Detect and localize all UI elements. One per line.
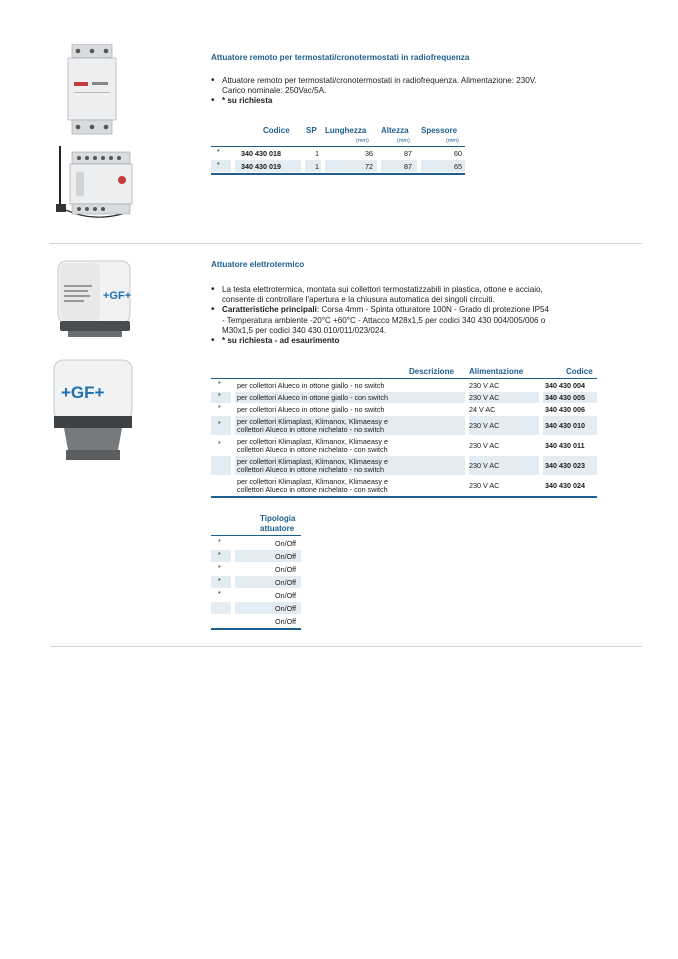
row-alimentazione: 230 V AC [469, 441, 500, 450]
table-row [211, 550, 301, 562]
table-row [211, 392, 597, 403]
section2-table [211, 365, 597, 500]
din-module-image [66, 44, 118, 136]
row-shade [211, 602, 231, 614]
actuator-side-image [52, 257, 136, 339]
unit-spessore: (mm) [446, 138, 459, 144]
section2-bullet2-line3: M30x1,5 per codici 340 430 010/011/023/024. [222, 325, 387, 335]
col-header-alimentazione: Alimentazione [469, 367, 524, 376]
table-rule [211, 535, 301, 536]
table-rule [211, 378, 597, 379]
section-divider [50, 243, 642, 244]
table-row [211, 436, 597, 455]
row-star: * [218, 591, 221, 598]
col-header-codice: Codice [566, 367, 593, 376]
section2-bullet3: * su richiesta - ad esaurimento [222, 336, 340, 346]
row-desc-line1: per collettori Alueco in ottone giallo - no switch [237, 405, 385, 414]
row-star: * [218, 441, 221, 448]
table-row [211, 563, 301, 575]
col-header-attuatore: attuatore [260, 524, 295, 533]
row-sp: 1 [315, 149, 319, 158]
col-header-altezza: Altezza [381, 126, 409, 135]
table-row [211, 456, 597, 475]
gf-logo: +GF+ [61, 383, 105, 402]
unit-altezza: (mm) [397, 138, 410, 144]
row-desc-line2: collettori Alueco in ottone nichelato - con switch [237, 485, 388, 494]
row-spessore: 60 [454, 149, 462, 158]
row-desc-line2: collettori Alueco in ottone nichelato - con switch [237, 445, 388, 454]
row-shade [211, 416, 231, 435]
row-codice: 340 430 004 [545, 381, 585, 390]
col-header-lunghezza: Lunghezza [325, 126, 367, 135]
row-tipologia: On/Off [275, 604, 297, 613]
caratteristiche-text: : Corsa 4mm - Spinta otturatore 100N - Grado di protezione IP54 [316, 305, 550, 315]
section2-bullet1-line2: consente di controllare l'apertura e la chiusura automatica dei singoli circuiti. [222, 295, 495, 305]
row-desc-line2: collettori Alueco in ottone nichelato - no switch [237, 465, 385, 474]
row-alimentazione: 24 V AC [469, 405, 496, 414]
col-header-descrizione: Descrizione [409, 367, 454, 376]
table-rule [211, 628, 301, 630]
row-star: * [218, 421, 221, 428]
table-row [211, 404, 597, 415]
row-desc-line1: per collettori Klimaplast, Klimanox, Klimaeasy e [237, 417, 388, 426]
row-alimentazione: 230 V AC [469, 381, 500, 390]
row-alimentazione: 230 V AC [469, 393, 500, 402]
section2-type-table [211, 514, 301, 634]
row-tipologia: On/Off [275, 539, 297, 548]
bullet-dot: • [211, 75, 215, 86]
row-alimentazione: 230 V AC [469, 461, 500, 470]
bullet-dot: • [211, 335, 215, 347]
col-header-sp: SP [306, 126, 317, 135]
row-star: * [218, 539, 221, 546]
row-tipologia: On/Off [275, 617, 297, 626]
section2-bullets [211, 285, 641, 346]
row-tipologia: On/Off [275, 591, 297, 600]
row-shade [211, 160, 231, 172]
row-codice: 340 430 019 [241, 162, 281, 171]
table-row [211, 160, 465, 172]
row-shade [211, 456, 231, 475]
section1-bullet1-line1: Attuatore remoto per termostati/cronotermostati in radiofrequenza. Alimentazione: 230V. [222, 76, 537, 85]
row-lunghezza: 72 [365, 162, 373, 171]
table-row [211, 602, 301, 614]
section-divider [50, 646, 642, 647]
unit-lunghezza: (mm) [356, 138, 369, 144]
row-star: * [218, 552, 221, 559]
row-codice: 340 430 023 [545, 461, 585, 470]
table-rule [211, 146, 465, 147]
row-codice: 340 430 018 [241, 149, 281, 158]
table-row [211, 380, 597, 391]
section2-bullet2-line2: - Temperatura ambiente -20°C +60°C - Attacco M28x1,5 per codici 340 430 004/005/006 o [222, 315, 546, 325]
bullet-dot: • [211, 95, 215, 107]
section1-title: Attuatore remoto per termostati/cronotermostati in radiofrequenza [211, 53, 470, 62]
antenna-module-image [52, 142, 136, 222]
table-row [211, 537, 301, 549]
row-altezza: 87 [404, 162, 412, 171]
col-header-codice: Codice [263, 126, 290, 135]
row-desc-line1: per collettori Alueco in ottone giallo - no switch [237, 381, 385, 390]
col-header-tipologia: Tipologia [260, 514, 296, 523]
row-star: * [217, 149, 220, 156]
section1-bullet2: * su richiesta [222, 96, 273, 106]
section2-bullet1-line1: La testa elettrotermica, montata sui collettori termostatizzabili in plastica, ottone e acciaio, [222, 285, 543, 294]
row-codice: 340 430 010 [545, 421, 585, 430]
table-row [211, 576, 301, 588]
row-shade [211, 576, 231, 588]
row-star: * [217, 162, 220, 169]
table-row [211, 589, 301, 601]
table-row [211, 476, 597, 495]
row-altezza: 87 [404, 149, 412, 158]
row-star: * [218, 578, 221, 585]
row-star: * [218, 405, 221, 412]
section1-bullet1-line2: Carico nominale: 250Vac/5A. [222, 86, 327, 96]
row-star: * [218, 381, 221, 388]
row-desc-line1: per collettori Klimaplast, Klimanox, Klimaeasy e [237, 457, 388, 466]
table-rule [211, 173, 465, 175]
col-header-spessore: Spessore [421, 126, 458, 135]
section1-table [211, 124, 465, 179]
bullet-dot: • [211, 284, 215, 295]
row-lunghezza: 36 [365, 149, 373, 158]
row-tipologia: On/Off [275, 552, 297, 561]
row-shade [211, 550, 231, 562]
section1-bullets [211, 76, 641, 107]
row-star: * [218, 565, 221, 572]
table-rule [211, 496, 597, 498]
row-codice: 340 430 005 [545, 393, 585, 402]
row-alimentazione: 230 V AC [469, 421, 500, 430]
row-spessore: 65 [454, 162, 462, 171]
row-codice: 340 430 006 [545, 405, 585, 414]
row-star: * [218, 393, 221, 400]
row-tipologia: On/Off [275, 578, 297, 587]
table-row [211, 148, 465, 159]
row-desc-line1: per collettori Klimaplast, Klimanox, Klimaeasy e [237, 477, 388, 486]
caratteristiche-label: Caratteristiche principali [222, 305, 317, 315]
gf-logo: +GF+ [103, 290, 132, 302]
row-codice: 340 430 011 [545, 441, 585, 450]
row-desc-line1: per collettori Alueco in ottone giallo - con switch [237, 393, 389, 402]
table-row [211, 416, 597, 435]
row-sp: 1 [315, 162, 319, 171]
row-desc-line2: collettori Alueco in ottone nichelato - no switch [237, 425, 385, 434]
row-desc-line1: per collettori Klimaplast, Klimanox, Klimaeasy e [237, 437, 388, 446]
table-row [211, 615, 301, 627]
actuator-front-image [50, 358, 136, 466]
bullet-dot: • [211, 304, 215, 316]
row-alimentazione: 230 V AC [469, 481, 500, 490]
row-tipologia: On/Off [275, 565, 297, 574]
row-codice: 340 430 024 [545, 481, 585, 490]
row-shade [211, 392, 231, 403]
section2-title: Attuatore elettrotermico [211, 260, 305, 269]
